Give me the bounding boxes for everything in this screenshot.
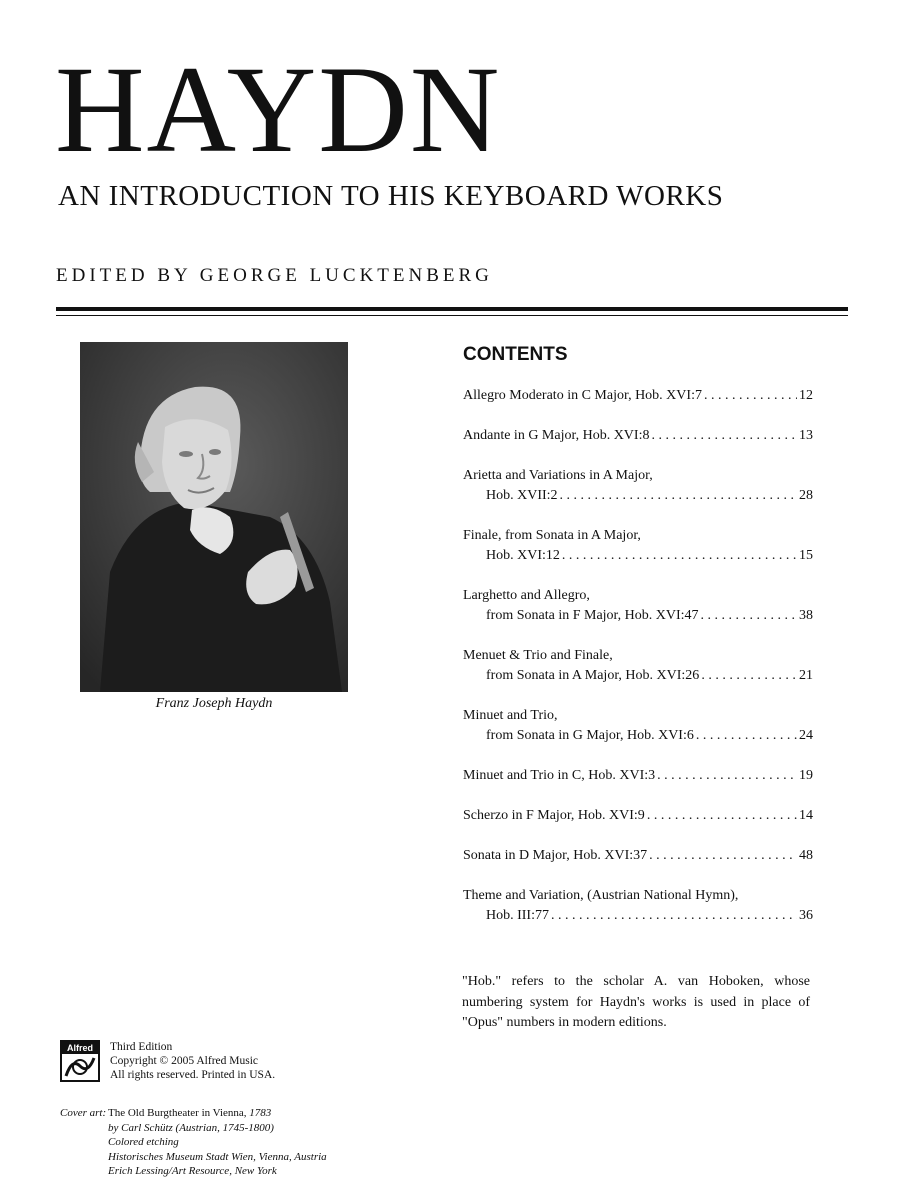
toc-entry-title: Larghetto and Allegro, [463, 588, 590, 603]
book-subtitle: AN INTRODUCTION TO HIS KEYBOARD WORKS [58, 180, 724, 212]
toc-entry-subtitle: Hob. XVI:12 [486, 548, 560, 563]
book-title: HAYDN [55, 41, 502, 178]
toc-entry-title: Minuet and Trio in C, Hob. XVI:3 [463, 768, 656, 783]
contents-heading: CONTENTS [463, 344, 568, 365]
cover-art-year: 1783 [249, 1107, 272, 1119]
toc-leader [701, 668, 797, 684]
toc-entry-title: Finale, from Sonata in A Major, [463, 528, 641, 543]
hoboken-note: "Hob." refers to the scholar A. van Hoboken, whose numbering system for Haydn's works is used in place of "Opus" numbers in modern editions. [462, 974, 810, 1030]
toc-entry-subtitle: Hob. XVII:2 [486, 488, 558, 503]
portrait-illustration [80, 342, 348, 692]
toc-leader [551, 908, 797, 924]
toc-leader [696, 728, 797, 744]
toc-page-number: 38 [799, 608, 813, 623]
rights-line: All rights reserved. Printed in USA. [110, 1069, 276, 1081]
toc-page-number: 48 [799, 848, 813, 863]
toc-page-number: 28 [799, 488, 813, 503]
toc-leader [562, 548, 797, 564]
toc-page-number: 15 [799, 548, 813, 563]
toc-entry-title: Menuet & Trio and Finale, [463, 648, 613, 663]
toc-entry[interactable] [463, 848, 813, 868]
toc-entry[interactable] [463, 388, 813, 408]
cover-art-artist: by Carl Schütz (Austrian, 1745-1800) [108, 1121, 274, 1134]
toc-page-number: 14 [799, 808, 813, 823]
toc-page-number: 19 [799, 768, 813, 783]
portrait-caption: Franz Joseph Haydn [155, 696, 273, 711]
toc-entry-title: Theme and Variation, (Austrian National Hymn), [463, 888, 739, 903]
edition-label: Third Edition [110, 1041, 173, 1053]
editor-credit: EDITED BY GEORGE LUCKTENBERG [56, 265, 493, 286]
toc-page-number: 12 [799, 388, 813, 403]
toc-entry[interactable] [463, 888, 813, 928]
toc-leader [657, 768, 797, 784]
toc-page-number: 21 [799, 668, 813, 683]
toc-leader [651, 428, 797, 444]
toc-entry[interactable] [463, 648, 813, 688]
toc-entry[interactable] [463, 588, 813, 628]
alfred-logo [60, 1040, 100, 1082]
edition-info [110, 1040, 275, 1082]
toc-entry[interactable] [463, 428, 813, 448]
haydn-portrait [80, 342, 348, 692]
toc-entry[interactable] [463, 708, 813, 748]
toc-entry-title: Scherzo in F Major, Hob. XVI:9 [463, 808, 645, 823]
toc-entry[interactable] [463, 768, 813, 788]
logo-wordmark: Alfred [62, 1042, 98, 1054]
toc-entry-title: Andante in G Major, Hob. XVI:8 [463, 428, 650, 443]
toc-page-number: 24 [799, 728, 813, 743]
cover-art-photo-credit: Erich Lessing/Art Resource, New York [108, 1165, 277, 1177]
toc-entry-title: Sonata in D Major, Hob. XVI:37 [463, 848, 648, 863]
toc-entry-title: Arietta and Variations in A Major, [463, 468, 653, 483]
toc-page-number: 13 [799, 428, 813, 443]
toc-entry-subtitle: from Sonata in A Major, Hob. XVI:26 [486, 668, 700, 683]
toc-leader [647, 808, 797, 824]
alfred-emblem-icon [62, 1054, 98, 1080]
toc-leader [649, 848, 797, 864]
toc-entry-subtitle: from Sonata in F Major, Hob. XVI:47 [486, 608, 699, 623]
toc-entry[interactable] [463, 808, 813, 828]
toc-entry-title: Allegro Moderato in C Major, Hob. XVI:7 [463, 388, 702, 403]
toc-entry-title: Minuet and Trio, [463, 708, 558, 723]
toc-entry[interactable] [463, 468, 813, 508]
cover-art-medium: Colored etching [108, 1136, 179, 1148]
toc-entry-subtitle: from Sonata in G Major, Hob. XVI:6 [486, 728, 694, 743]
toc-page-number: 36 [799, 908, 813, 923]
contents-list [463, 388, 813, 928]
header-rule-thin [56, 315, 848, 316]
header-rule-thick [56, 307, 848, 311]
toc-leader [560, 488, 797, 504]
cover-art-label: Cover art: [60, 1107, 107, 1119]
toc-leader [704, 388, 797, 404]
cover-art-museum: Historisches Museum Stadt Wien, Vienna, Austria [108, 1150, 327, 1163]
toc-leader [701, 608, 797, 624]
toc-entry-subtitle: Hob. III:77 [486, 908, 549, 923]
cover-art-title: The Old Burgtheater in Vienna, [108, 1107, 247, 1119]
toc-entry[interactable] [463, 528, 813, 568]
copyright-line: Copyright © 2005 Alfred Music [110, 1055, 259, 1067]
